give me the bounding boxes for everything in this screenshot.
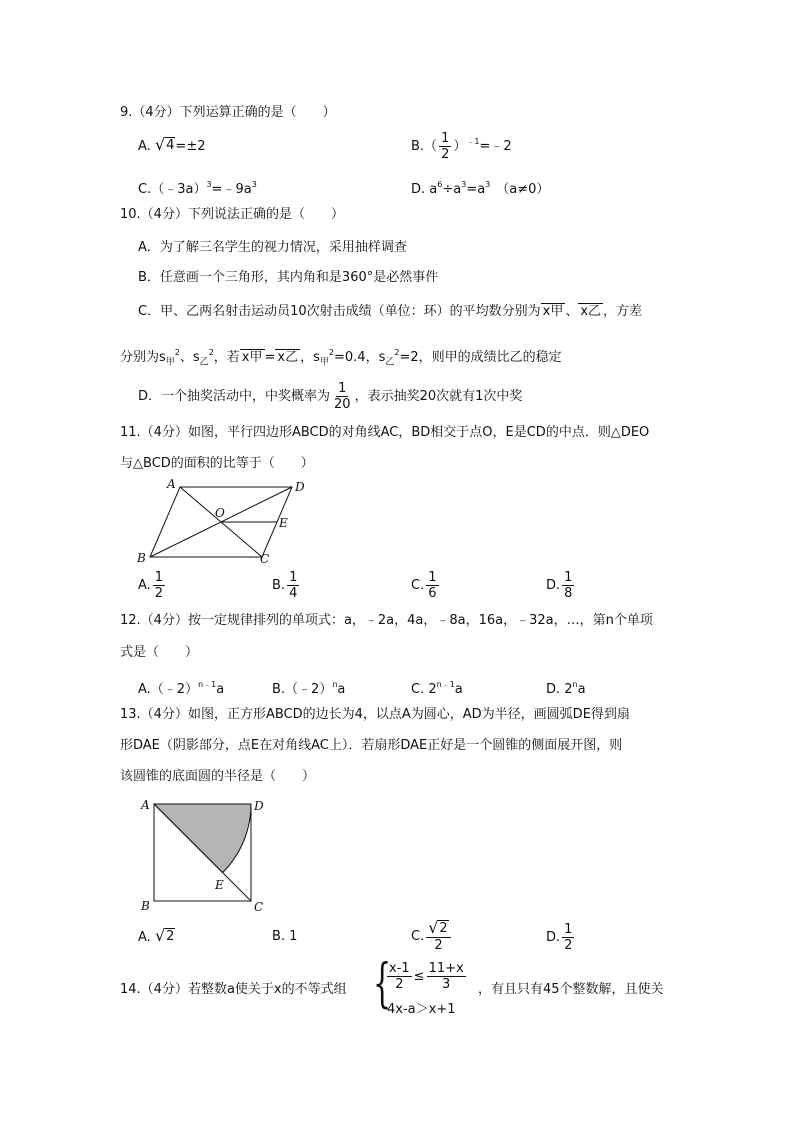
q10-option-d xyxy=(138,381,522,412)
denominator: 3 xyxy=(441,977,451,992)
square-figure xyxy=(138,795,278,917)
q10-option-a: A．为了解三名学生的视力情况，采用抽样调查 xyxy=(138,240,407,255)
numerator: 1 xyxy=(441,131,450,146)
option-text: 、s xyxy=(179,350,200,365)
label-a: A xyxy=(141,798,150,812)
option-label: B.（ xyxy=(411,139,438,154)
inequality-2: 4x-a＞x+1 xyxy=(387,1002,456,1017)
exponent: 3 xyxy=(485,180,491,189)
label-b: B xyxy=(141,899,150,913)
option-text: =a xyxy=(466,182,486,197)
option-text: =±2 xyxy=(175,139,206,154)
q11-option-a xyxy=(138,570,167,601)
fraction xyxy=(426,570,438,601)
option-text: =﹣9a xyxy=(211,182,252,197)
q12-stem-line2: 式是（ ） xyxy=(120,645,199,660)
option-text: ÷a xyxy=(442,182,462,197)
q11-stem-line2: 与△BCD的面积的比等于（ ） xyxy=(120,456,314,471)
q13-stem-line1: 13.（4分）如图，正方形ABCD的边长为4，以点A为圆心，AD为半径，画圆弧DE得到扇 xyxy=(120,707,630,722)
q10-option-b: B．任意画一个三角形，其内角和是360°是必然事件 xyxy=(138,270,439,285)
numerator xyxy=(426,920,450,938)
label-b: B xyxy=(137,551,146,565)
radicand: 4 xyxy=(166,138,175,153)
label-d: D xyxy=(295,480,305,494)
q9-option-b xyxy=(411,131,512,162)
q12-stem-line1: 12.（4分）按一定规律排列的单项式：a，﹣2a，4a，﹣8a，16a，﹣32a，…，第n个单项 xyxy=(120,613,653,628)
sqrt-expression: √ 2 xyxy=(428,918,448,937)
option-label: D. xyxy=(546,930,561,945)
denominator: 2 xyxy=(564,938,573,953)
option-text: D．一个抽奖活动中，中奖概率为 xyxy=(138,389,331,404)
q13-stem-line2: 形DAE（阴影部分，点E在对角线AC上）．若扇形DAE正好是一个圆锥的侧面展开图，则 xyxy=(120,738,623,753)
q13-option-a xyxy=(138,928,175,947)
q9-stem: 9.（4分）下列运算正确的是（ ） xyxy=(120,105,336,120)
sector-dae xyxy=(154,804,251,873)
denominator: 2 xyxy=(434,938,443,953)
leq-sign: ≤ xyxy=(413,969,425,984)
exponent: n﹣1 xyxy=(198,680,217,689)
subscript: 乙 xyxy=(385,357,395,368)
option-text: =﹣2 xyxy=(479,139,512,154)
label-c: C xyxy=(260,552,270,566)
option-text: ，表示抽奖20次就有1次中奖 xyxy=(354,389,523,404)
condition-text: （a≠0） xyxy=(496,182,550,197)
option-label: B.（﹣2） xyxy=(272,682,333,697)
numerator: 11+x xyxy=(428,961,464,976)
fraction xyxy=(387,961,412,992)
q12-option-a xyxy=(138,676,224,699)
q12-option-c xyxy=(411,676,463,699)
fraction xyxy=(562,570,574,601)
radicand: 2 xyxy=(439,921,448,936)
option-text: ，方差 xyxy=(603,304,643,319)
option-text: =2，则甲的成绩比乙的稳定 xyxy=(399,350,562,365)
fraction xyxy=(332,381,353,412)
q14-stem-end: ，有且只有45个整数解，且使关 xyxy=(478,982,664,997)
radicand: 2 xyxy=(166,929,175,944)
q11-option-d xyxy=(546,570,576,601)
exponent: 3 xyxy=(461,180,467,189)
fraction xyxy=(427,961,466,992)
system-brace: { xyxy=(373,954,392,1014)
label-d: D xyxy=(254,799,264,813)
exponent: 3 xyxy=(251,180,257,189)
q13-option-c xyxy=(411,920,453,953)
exponent: n xyxy=(332,680,338,689)
exponent: 2 xyxy=(174,348,180,357)
fraction xyxy=(426,920,450,953)
fraction xyxy=(287,570,299,601)
option-label: D. a xyxy=(411,182,438,197)
option-label: D. xyxy=(546,578,561,593)
option-text: a xyxy=(454,682,463,697)
mean-x-yi: x乙 xyxy=(277,350,299,365)
fraction xyxy=(153,570,165,601)
numerator: 1 xyxy=(289,570,298,585)
q13-stem-line3: 该圆锥的底面圆的半径是（ ） xyxy=(120,769,316,784)
q9-option-c xyxy=(138,176,257,199)
q9-option-d xyxy=(411,176,549,199)
q14-stem-start: 14.（4分）若整数a使关于x的不等式组 xyxy=(120,982,347,997)
denominator: 20 xyxy=(334,397,351,412)
label-e: E xyxy=(279,516,288,530)
exponent: 6 xyxy=(437,180,443,189)
exponent: 2 xyxy=(394,348,400,357)
numerator: x-1 xyxy=(389,961,410,976)
q9-option-a xyxy=(138,137,205,156)
exponent: 3 xyxy=(206,180,212,189)
denominator: 2 xyxy=(395,977,404,992)
option-text: C．甲、乙两名射击运动员10次射击成绩（单位：环）的平均数分别为 xyxy=(138,304,541,319)
fraction xyxy=(562,922,574,953)
mean-x-jia: x甲 xyxy=(241,350,263,365)
option-label: C.（﹣3a） xyxy=(138,182,207,197)
denominator: 8 xyxy=(564,586,573,601)
option-text: ） xyxy=(453,139,467,154)
q13-option-b: B. 1 xyxy=(272,929,298,944)
option-label: C. 2 xyxy=(411,682,437,697)
q10-option-c-line1 xyxy=(138,303,642,321)
sqrt-expression: √ 2 xyxy=(154,926,175,945)
separator: 、 xyxy=(565,304,579,319)
parallelogram-figure xyxy=(134,474,324,570)
denominator: 4 xyxy=(289,586,298,601)
mean-x-jia: x甲 xyxy=(542,304,564,319)
option-label: A. xyxy=(138,139,151,154)
option-text: =0.4，s xyxy=(334,350,386,365)
option-label: A. xyxy=(138,930,151,945)
label-c: C xyxy=(254,900,264,914)
equals-sign: = xyxy=(264,350,276,365)
numerator: 1 xyxy=(564,570,573,585)
option-label: A.（﹣2） xyxy=(138,682,199,697)
exponent: 2 xyxy=(328,348,334,357)
inequality-1 xyxy=(385,961,468,992)
option-text: 分别为s xyxy=(120,350,166,365)
label-o: O xyxy=(215,506,225,520)
exponent: n xyxy=(572,680,578,689)
numerator: 1 xyxy=(564,922,573,937)
q13-option-d xyxy=(546,922,576,953)
option-text: a xyxy=(577,682,586,697)
numerator: 1 xyxy=(338,381,347,396)
numerator: 1 xyxy=(428,570,437,585)
option-label: B. xyxy=(272,578,286,593)
fraction xyxy=(439,131,451,162)
option-label: C. xyxy=(411,929,425,944)
q11-option-c xyxy=(411,570,441,601)
option-label: A. xyxy=(138,578,151,593)
exponent: 2 xyxy=(208,348,214,357)
subscript: 甲 xyxy=(319,357,329,368)
q11-stem-line1: 11.（4分）如图，平行四边形ABCD的对角线AC，BD相交于点O，E是CD的中点．则△DEO xyxy=(120,425,650,440)
option-text: ，若 xyxy=(213,350,240,365)
exponent: n﹣1 xyxy=(436,680,455,689)
exponent: ﹣1 xyxy=(466,137,480,146)
option-text: a xyxy=(216,682,225,697)
denominator: 2 xyxy=(154,586,164,601)
q11-option-b xyxy=(272,570,301,601)
denominator: 6 xyxy=(428,586,437,601)
q12-option-b xyxy=(272,676,345,699)
label-a: A xyxy=(167,477,176,491)
subscript: 乙 xyxy=(199,357,209,368)
label-e: E xyxy=(215,878,224,892)
mean-x-yi: x乙 xyxy=(580,304,602,319)
option-label: D. 2 xyxy=(546,682,573,697)
option-text: ，s xyxy=(300,350,320,365)
option-text: a xyxy=(337,682,346,697)
denominator: 2 xyxy=(441,147,450,162)
subscript: 甲 xyxy=(165,357,175,368)
q12-option-d xyxy=(546,676,586,699)
sqrt-expression: √ 4 xyxy=(154,135,175,154)
option-label: C. xyxy=(411,578,425,593)
q10-option-c-line2 xyxy=(120,344,562,372)
numerator: 1 xyxy=(154,570,164,585)
q10-stem: 10.（4分）下列说法正确的是（ ） xyxy=(120,207,344,222)
